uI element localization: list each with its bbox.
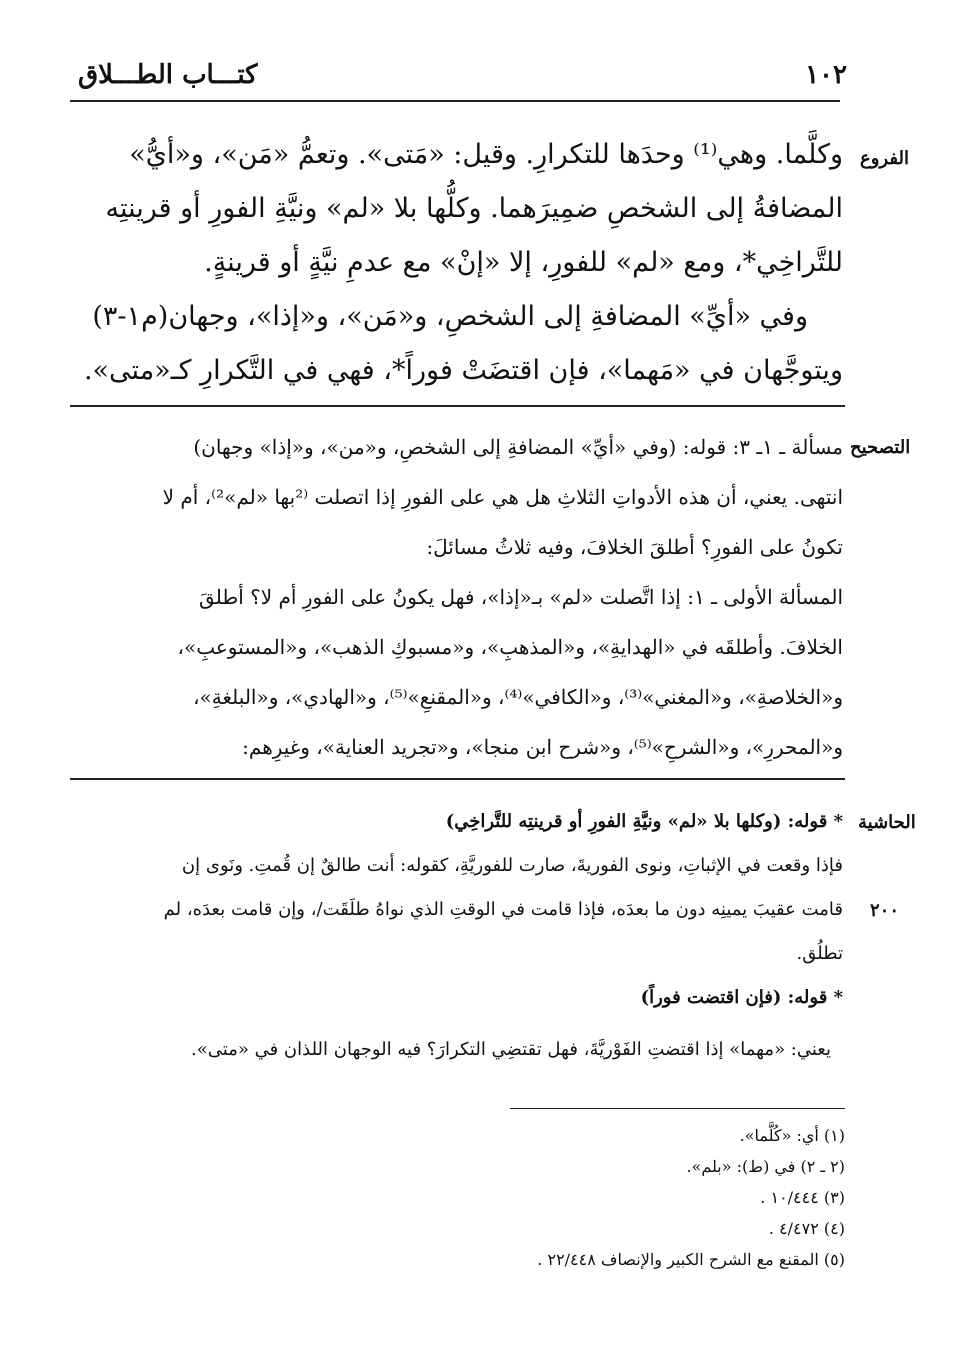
tashih-line: المسألة الأولى ـ ١: إذا اتَّصلت «لم» بـ«إذا»، فهل يكونُ على الفورِ أم لا؟ أطلقَ xyxy=(199,585,843,609)
hashiya-heading: * قوله: (وكلها بلا «لم» ونيَّةِ الفورِ أو قرينتِه للتَّراخِي) xyxy=(445,811,843,832)
furu-line: للتَّراخِي*، ومع «لم» للفورِ، إلا «إنْ» مع عدمِ نيَّةٍ أو قرينةٍ. xyxy=(204,247,843,278)
tashih-line: و«المحررِ»، و«الشرحِ»⁽⁵⁾، و«شرح ابن منجا»، و«تجريد العناية»، وغيرِهم: xyxy=(242,735,843,759)
footnote: (٢ ـ ٢) في (ط): «بلم». xyxy=(686,1157,845,1176)
hashiya-line: يعني: «مهما» إذا اقتضتِ الفَوْريَّةَ، فهل تقتضِي التكرارَ؟ فيه الوجهان اللذان في «متى». xyxy=(191,1039,831,1060)
hashiya-text xyxy=(70,800,843,1072)
book-title: كتـــاب الطـــلاق xyxy=(78,60,258,90)
furu-line: وفي «أيِّ» المضافةِ إلى الشخصِ، و«مَن»، و«إذا»، وجهان(م١-٣) xyxy=(92,301,808,332)
hashiya-line: تطلُق. xyxy=(796,943,843,964)
section-label-hashiya: الحاشية xyxy=(858,812,916,833)
section-label-tashih: التصحيح xyxy=(850,437,911,458)
section-divider xyxy=(70,778,845,780)
furu-line: ويتوجَّهان في «مَهما»، فإن اقتضَتْ فوراً*، فهي في التَّكرارِ كـ«متى». xyxy=(83,355,843,386)
footnotes xyxy=(400,1120,845,1275)
footnote: (٤) ٤/٤٧٢ . xyxy=(768,1219,845,1238)
footnote: (١) أي: «كُلَّما». xyxy=(739,1126,845,1145)
tashih-line: تكونُ على الفورِ؟ أطلقَ الخلافَ، وفيه ثلاثُ مسائلَ: xyxy=(426,535,843,559)
furu-line: وكلَّما. وهي⁽¹⁾ وحدَها للتكرارِ. وقيل: «مَتى». وتعمُّ «مَن»، و«أيُّ» xyxy=(129,139,843,170)
furu-line: المضافةُ إلى الشخصِ ضمِيرَهما. وكلُّها بلا «لم» ونيَّةِ الفورِ أو قرينتِه xyxy=(105,193,843,224)
tashih-text xyxy=(70,422,843,772)
header-rule xyxy=(70,100,840,102)
page-number: ١٠٢ xyxy=(805,60,847,90)
footnote: (٥) المقنع مع الشرح الكبير والإنصاف ٢٢/٤٤٨ . xyxy=(537,1250,845,1269)
section-divider xyxy=(70,405,845,407)
section-label-furu: الفروع xyxy=(860,148,909,169)
hashiya-line: فإذا وقعت في الإثباتِ، ونوى الفوريةَ، صارت للفوريَّةِ، كقوله: أنت طالقٌ إن قُمتِ. ونَوى إن xyxy=(181,855,843,876)
tashih-line: الخلافَ. وأطلقَه في «الهدايةِ»، و«المذهبِ»، و«مسبوكِ الذهب»، و«المستوعبِ»، xyxy=(177,635,843,659)
footnote-rule xyxy=(510,1108,845,1109)
tashih-line: انتهى. يعني، أن هذه الأدواتِ الثلاثِ هل هي على الفورِ إذا اتصلت ⁽²بها «لم»²⁾، أم لا xyxy=(162,485,843,509)
footnote: (٣) ١٠/٤٤٤ . xyxy=(760,1188,845,1207)
tashih-line: و«الخلاصةِ»، و«المغني»⁽³⁾، و«الكافي»⁽⁴⁾، و«المقنعِ»⁽⁵⁾، و«الهادي»، و«البلغةِ»، xyxy=(193,685,843,709)
furu-text xyxy=(70,128,843,398)
tashih-line: مسألة ـ ١ـ ٣: قوله: (وفي «أيِّ» المضافةِ إلى الشخصِ، و«من»، و«إذا» وجهان) xyxy=(193,435,843,459)
margin-page-number: ٢٠٠ xyxy=(870,900,900,921)
hashiya-line: قامت عقيبَ يمينِه دون ما بعدَه، فإذا قامت في الوقتِ الذي نواهُ طلَقَت/، وإن قامت بعدَه، لم xyxy=(163,899,843,920)
hashiya-heading: * قوله: (فإن اقتضت فوراً) xyxy=(640,987,843,1008)
